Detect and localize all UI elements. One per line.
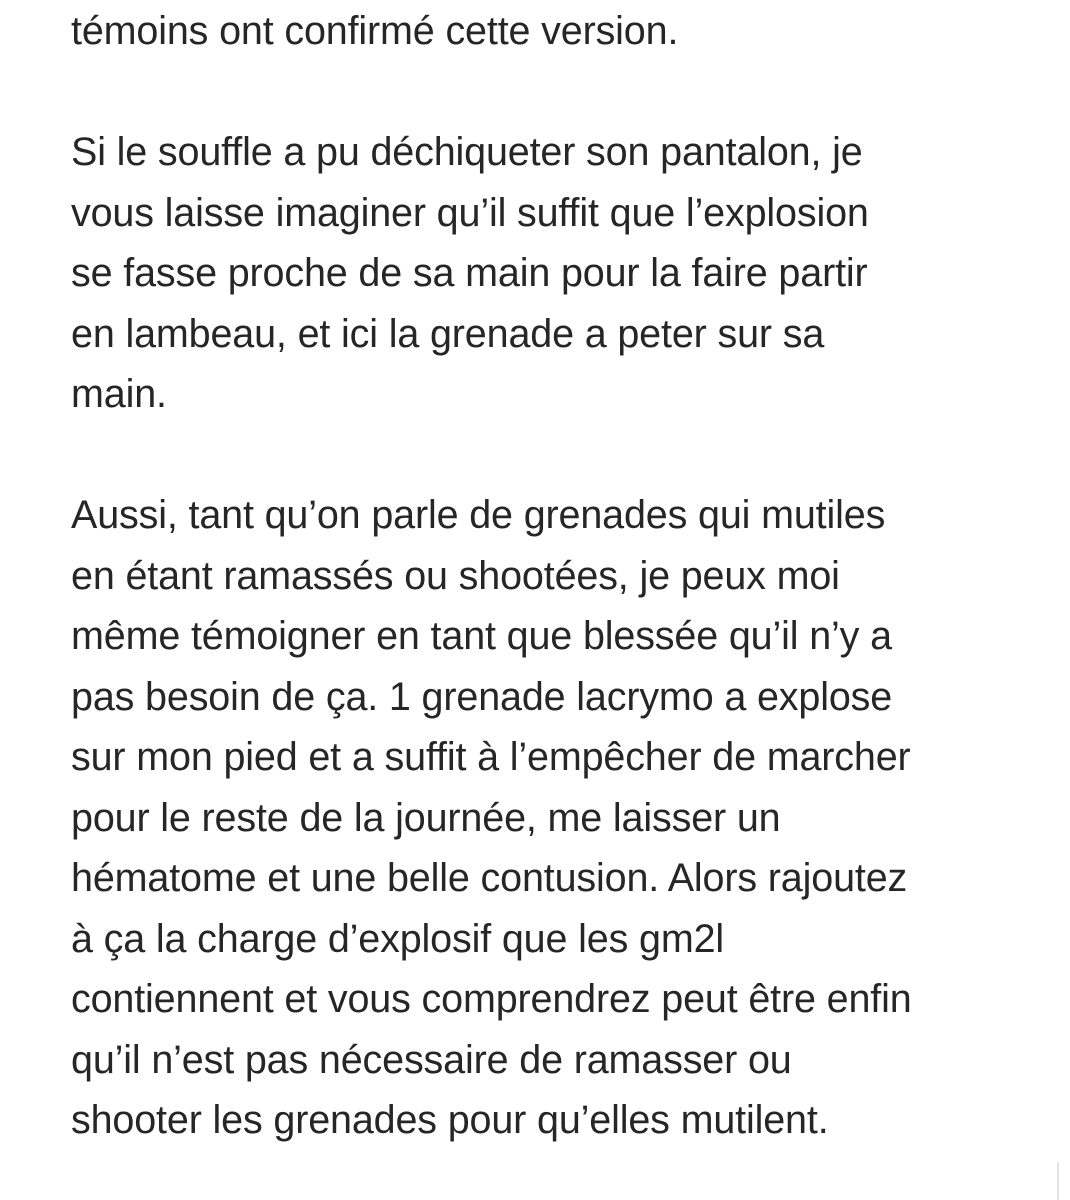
paragraph-spacer	[71, 62, 1031, 123]
paragraph-spacer	[71, 425, 1031, 486]
text-line: à ça la charge d’explosif que les gm2l	[71, 916, 725, 961]
text-line: qu’il n’est pas nécessaire de ramasser ou	[71, 1037, 792, 1082]
text-line: même témoigner en tant que blessée qu’il n’y a	[71, 614, 892, 658]
text-line: se fasse proche de sa main pour la faire partir	[71, 251, 868, 295]
text-line: en lambeau, et ici la grenade a peter sur sa	[71, 311, 825, 356]
scroll-indicator	[1057, 1162, 1059, 1200]
paragraph-1	[71, 1, 1031, 62]
text-line: hématome et une belle contusion. Alors rajoutez	[71, 856, 908, 900]
text-line: vous laisse imaginer qu’il suffit que l’explosion	[71, 190, 869, 235]
text-line: pas besoin de ça. 1 grenade lacrymo a explose	[71, 674, 893, 719]
text-line: main.	[71, 372, 167, 416]
paragraph-2	[71, 122, 1031, 425]
text-line: témoins ont confirmé cette version.	[71, 9, 679, 53]
text-line: contiennent et vous comprendrez peut être enfin	[71, 977, 912, 1021]
paragraph-3	[71, 485, 1031, 1151]
text-line: en étant ramassés ou shootées, je peux moi	[71, 553, 840, 598]
text-line: Aussi, tant qu’on parle de grenades qui mutiles	[71, 493, 886, 537]
text-line: sur mon pied et a suffit à l’empêcher de marcher	[71, 735, 911, 779]
text-line: shooter les grenades pour qu’elles mutilent.	[71, 1098, 829, 1142]
note-text-body[interactable]	[71, 0, 1031, 1151]
text-line: Si le souffle a pu déchiqueter son pantalon, je	[71, 130, 863, 174]
text-line: pour le reste de la journée, me laisser un	[71, 795, 781, 840]
